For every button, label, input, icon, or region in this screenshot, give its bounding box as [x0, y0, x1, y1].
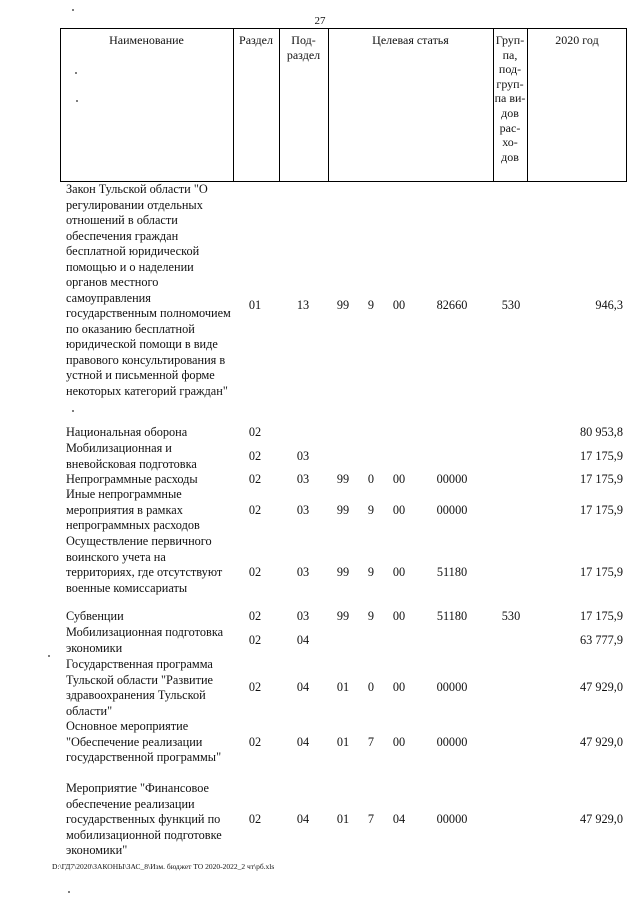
row-name-line: некоторых категорий граждан" [66, 383, 228, 398]
cell-podrazdel: 04 [296, 680, 310, 695]
scan-speck [68, 891, 70, 893]
row-name-line: мобилизационной подготовке [66, 827, 222, 842]
row-name-line: самоуправления [66, 290, 151, 305]
cell-razdel: 02 [248, 734, 262, 749]
cell-podrazdel: 03 [296, 565, 310, 579]
cell-cs4: 00000 [436, 472, 468, 486]
row-name-line: области" [66, 703, 113, 718]
column-divider [527, 28, 528, 182]
cell-cs1: 99 [336, 609, 350, 623]
scan-speck [72, 9, 74, 11]
header-vid-line: хо- [502, 135, 518, 150]
cell-amount: 63 777,9 [579, 632, 623, 647]
cell-cs4: 51180 [436, 609, 468, 623]
row-name-line: Тульской области "Развитие [66, 672, 214, 687]
header-vid-line: дов [501, 105, 519, 120]
row-name-line: регулировании отдельных [66, 197, 203, 212]
row-name-line: "Обеспечение реализации [66, 734, 203, 749]
header-target: Целевая статья [372, 33, 449, 47]
row-name-line: Мобилизационная подготовка [66, 625, 224, 639]
header-vid-line: рас- [499, 120, 521, 135]
cell-amount: 47 929,0 [579, 734, 623, 749]
cell-amount: 17 175,9 [579, 502, 623, 517]
row-name [66, 425, 241, 441]
cell-vid: 530 [501, 298, 521, 313]
header-vid-line: дов [501, 149, 519, 164]
cell-razdel: 02 [248, 448, 262, 463]
row-name [66, 534, 241, 596]
cell-cs3: 04 [392, 812, 406, 826]
header-vid-line: па ви- [494, 91, 526, 106]
cell-cs1: 99 [336, 502, 350, 517]
cell-amount: 47 929,0 [579, 680, 623, 695]
row-name [66, 182, 241, 399]
cell-cs1: 99 [336, 472, 350, 486]
row-name-line: Закон Тульской области "О [66, 182, 208, 196]
column-divider [328, 28, 329, 182]
row-name-line: отношений в области [66, 213, 178, 227]
cell-cs4: 00000 [436, 812, 468, 826]
cell-podrazdel: 04 [296, 812, 310, 826]
column-divider [233, 28, 234, 182]
cell-amount: 17 175,9 [579, 448, 623, 463]
cell-razdel: 02 [248, 565, 262, 579]
cell-cs2: 9 [367, 609, 375, 623]
row-name-line: экономики [66, 640, 123, 655]
cell-cs1: 01 [336, 680, 350, 695]
cell-amount: 47 929,0 [579, 812, 623, 826]
header-vid-line: па, [502, 47, 518, 62]
cell-podrazdel: 03 [296, 609, 310, 623]
row-name-line: по оказанию бесплатной [66, 321, 195, 336]
row-name-line: помощью и о наделении [66, 259, 194, 274]
row-name-line: экономики" [66, 843, 128, 857]
cell-amount: 17 175,9 [579, 609, 623, 623]
cell-cs3: 00 [392, 298, 406, 313]
row-name-line: органов местного [66, 275, 159, 289]
header-vid-line: Груп- [495, 33, 525, 47]
header-podrazdel-line: Под- [291, 33, 316, 47]
cell-cs3: 00 [392, 609, 406, 623]
cell-razdel: 02 [248, 472, 262, 486]
cell-cs2: 0 [367, 680, 375, 695]
cell-podrazdel: 03 [296, 502, 310, 517]
scan-speck [76, 100, 78, 102]
row-name [66, 441, 241, 472]
row-name-line: вневойсковая подготовка [66, 456, 197, 471]
cell-amount: 17 175,9 [579, 472, 623, 486]
cell-amount: 17 175,9 [579, 565, 623, 579]
header-vid-line: груп- [496, 76, 524, 91]
cell-vid: 530 [501, 609, 521, 623]
cell-cs4: 00000 [436, 680, 468, 695]
row-name-line: здравоохранения Тульской [66, 688, 206, 702]
cell-cs2: 0 [367, 472, 375, 486]
cell-cs1: 01 [336, 734, 350, 749]
cell-cs3: 00 [392, 502, 406, 517]
cell-amount: 80 953,8 [579, 425, 623, 439]
header-name: Наименование [109, 33, 184, 47]
table-header [60, 28, 627, 182]
cell-cs1: 99 [336, 565, 350, 579]
row-name [66, 781, 241, 859]
header-vid-line: под- [498, 62, 522, 77]
row-name-line: Мобилизационная и [66, 441, 172, 455]
file-path-footer: D:\ГД7\2020\ЗАКОНЫ\ЗАС_8\Изм. бюджет ТО 2020-2022_2 чт\рб.xls [52, 862, 275, 871]
row-name-line: Осуществление первичного [66, 534, 212, 548]
row-name-line: государственным полномочием [66, 306, 231, 320]
header-podrazdel [279, 33, 328, 63]
row-name-line: государственной программы" [66, 750, 222, 764]
header-podrazdel-line: раздел [286, 48, 321, 62]
scan-speck [48, 655, 50, 657]
row-name-line: Национальная оборона [66, 425, 188, 439]
cell-razdel: 02 [248, 812, 262, 826]
cell-razdel: 02 [248, 425, 262, 439]
cell-cs4: 51180 [436, 565, 468, 579]
cell-cs2: 9 [367, 502, 375, 517]
row-name [66, 472, 241, 488]
cell-cs1: 99 [336, 298, 350, 313]
row-name-line: территориях, где отсутствуют [66, 565, 223, 579]
cell-cs2: 9 [367, 565, 375, 579]
row-name [66, 719, 241, 766]
row-name [66, 625, 241, 656]
cell-cs2: 7 [367, 812, 375, 826]
header-vid [493, 33, 527, 164]
header-year: 2020 год [555, 33, 599, 47]
row-name-line: государственных функций по [66, 812, 221, 826]
cell-cs2: 7 [367, 734, 375, 749]
row-name-line: бесплатной юридической [66, 244, 200, 258]
row-name-line: Мероприятие "Финансовое [66, 781, 209, 795]
row-name-line: непрограммных расходов [66, 518, 200, 532]
cell-cs4: 00000 [436, 502, 468, 517]
row-name-line: Иные непрограммные [66, 487, 182, 501]
cell-cs3: 00 [392, 734, 406, 749]
cell-razdel: 02 [248, 502, 262, 517]
header-razdel: Раздел [239, 33, 273, 47]
row-name-line: правового консультирования в [66, 352, 226, 367]
row-name-line: обеспечение реализации [66, 796, 195, 811]
cell-cs1: 01 [336, 812, 350, 826]
cell-cs4: 82660 [436, 298, 468, 313]
row-name-line: юридической помощи в виде [66, 337, 218, 351]
cell-razdel: 02 [248, 609, 262, 623]
cell-cs3: 00 [392, 680, 406, 695]
row-name-line: Субвенции [66, 609, 124, 623]
cell-cs4: 00000 [436, 734, 468, 749]
cell-podrazdel: 04 [296, 632, 310, 647]
scan-speck [75, 72, 77, 74]
row-name-line: обеспечения граждан [66, 228, 179, 243]
cell-podrazdel: 13 [296, 298, 310, 313]
row-name [66, 487, 241, 534]
page-number: 27 [314, 15, 326, 27]
row-name [66, 657, 241, 719]
cell-podrazdel: 04 [296, 734, 310, 749]
scan-speck [72, 410, 74, 412]
cell-razdel: 02 [248, 632, 262, 647]
row-name [66, 609, 241, 625]
cell-razdel: 01 [248, 298, 262, 313]
row-name-line: устной и письменной форме [66, 368, 215, 382]
row-name-line: Основное мероприятие [66, 719, 189, 733]
cell-cs3: 00 [392, 472, 406, 486]
cell-podrazdel: 03 [296, 472, 310, 486]
row-name-line: воинского учета на [66, 549, 166, 564]
row-name-line: военные комиссариаты [66, 580, 188, 595]
cell-cs2: 9 [367, 298, 375, 313]
cell-cs3: 00 [392, 565, 406, 579]
row-name-line: Непрограммные расходы [66, 472, 198, 486]
cell-amount: 946,3 [595, 298, 623, 313]
cell-podrazdel: 03 [296, 448, 310, 463]
row-name-line: Государственная программа [66, 657, 213, 671]
row-name-line: мероприятия в рамках [66, 502, 183, 517]
cell-razdel: 02 [248, 680, 262, 695]
